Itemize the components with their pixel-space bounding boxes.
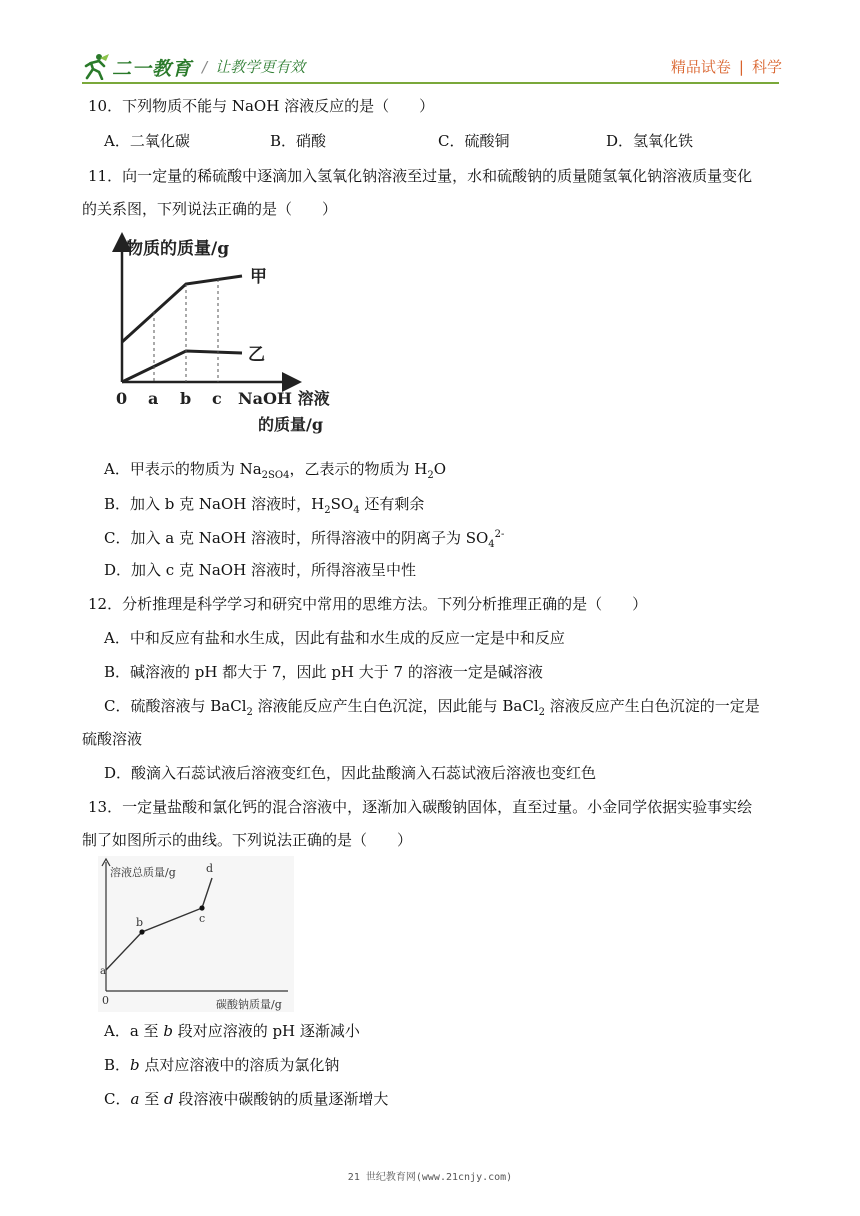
q11-chart	[108, 232, 358, 438]
q12-option-b[interactable]: B．碱溶液的 pH 都大于 7，因此 pH 大于 7 的溶液一定是碱溶液	[104, 663, 543, 681]
header-divider	[82, 82, 779, 84]
q12-option-c-cont: 硫酸溶液	[82, 730, 143, 748]
q13-origin: 0	[102, 994, 109, 1007]
q11-origin: 0	[116, 389, 128, 408]
q11-option-b[interactable]: B．加入 b 克 NaOH 溶液时，$H_2SO_4$ 还有剩余	[104, 495, 425, 516]
page-header	[82, 46, 782, 82]
q11-x-label-1: NaOH 溶液	[238, 389, 330, 408]
q11-stem-line1: 11．向一定量的稀硫酸中逐滴加入氢氧化钠溶液至过量，水和硫酸钠的质量随氢氧化钠溶液质量变化	[88, 167, 753, 185]
q11-tick-c: c	[212, 389, 222, 408]
q11-y-label: 物质的质量/g	[126, 239, 230, 259]
q13-label-d: d	[206, 862, 214, 875]
q13-chart-bg	[98, 856, 294, 1012]
q11-series-jia-line	[122, 276, 242, 342]
q12-option-c[interactable]: C．硫酸溶液与 BaCl$_2$ 溶液能反应产生白色沉淀，因此能与 BaCl$_2$ 溶液反应产生白色沉淀的一定是	[104, 697, 760, 718]
q10-option-a[interactable]: A．二氧化碳	[104, 132, 190, 150]
header-badge: 精品试卷 | 科学	[670, 58, 782, 76]
q13-label-c: c	[199, 912, 206, 925]
runner-logo-icon	[82, 52, 110, 80]
q11-tick-a: a	[148, 389, 159, 408]
q13-point-c	[199, 905, 204, 910]
q13-y-label: 溶液总质量/g	[110, 866, 176, 879]
q13-label-a: a	[100, 966, 106, 977]
q10-option-b[interactable]: B．硝酸	[270, 132, 327, 150]
q13-option-c[interactable]: C．a 至 d 段溶液中碳酸钠的质量逐渐增大	[104, 1090, 389, 1108]
q11-stem-line2: 的关系图，下列说法正确的是（ ）	[82, 200, 338, 218]
q11-tick-b: b	[180, 389, 192, 408]
q11-option-c[interactable]: C．加入 a 克 NaOH 溶液时，所得溶液中的阴离子为 $SO_4^{2-}$	[104, 529, 505, 550]
q13-stem-line1: 13．一定量盐酸和氯化钙的混合溶液中，逐渐加入碳酸钠固体，直至过量。小金同学依据实验事实绘	[88, 798, 753, 816]
q11-series-yi-line	[122, 351, 242, 382]
slogan: / 让教学更有效	[202, 58, 306, 76]
q10-option-d[interactable]: D．氢氧化铁	[606, 132, 694, 150]
q13-option-b[interactable]: B．b 点对应溶液中的溶质为氯化钠	[104, 1056, 340, 1074]
q13-label-b: b	[136, 916, 144, 929]
q10-option-c[interactable]: C．硫酸铜	[438, 132, 510, 150]
q13-x-label: 碳酸钠质量/g	[216, 998, 282, 1011]
q13-stem-line2: 制了如图所示的曲线。下列说法正确的是（ ）	[82, 831, 413, 849]
q11-option-a[interactable]: A．甲表示的物质为 $Na_{2SO4}$，乙表示的物质为 $H_2O$	[104, 460, 446, 481]
q13-point-b	[139, 929, 144, 934]
q12-stem: 12．分析推理是科学学习和研究中常用的思维方法。下列分析推理正确的是（ ）	[88, 595, 648, 613]
q10-stem: 10．下列物质不能与 NaOH 溶液反应的是（ ）	[88, 97, 435, 115]
q13-option-a[interactable]: A．a 至 b 段对应溶液的 pH 逐渐减小	[104, 1022, 360, 1040]
brand-name: 二一教育	[112, 58, 193, 80]
q12-option-a[interactable]: A．中和反应有盐和水生成，因此有盐和水生成的反应一定是中和反应	[104, 629, 565, 647]
q13-chart	[98, 856, 294, 1012]
q11-series-jia-label: 甲	[250, 267, 267, 287]
q11-option-d[interactable]: D．加入 c 克 NaOH 溶液时，所得溶液呈中性	[104, 561, 416, 579]
q12-option-d[interactable]: D．酸滴入石蕊试液后溶液变红色，因此盐酸滴入石蕊试液后溶液也变红色	[104, 764, 597, 782]
q11-x-label-2: 的质量/g	[258, 415, 324, 434]
q11-series-yi-label: 乙	[248, 345, 265, 365]
q10-options	[104, 131, 693, 151]
page-footer: 21 世纪教育网(www.21cnjy.com)	[347, 1172, 513, 1183]
